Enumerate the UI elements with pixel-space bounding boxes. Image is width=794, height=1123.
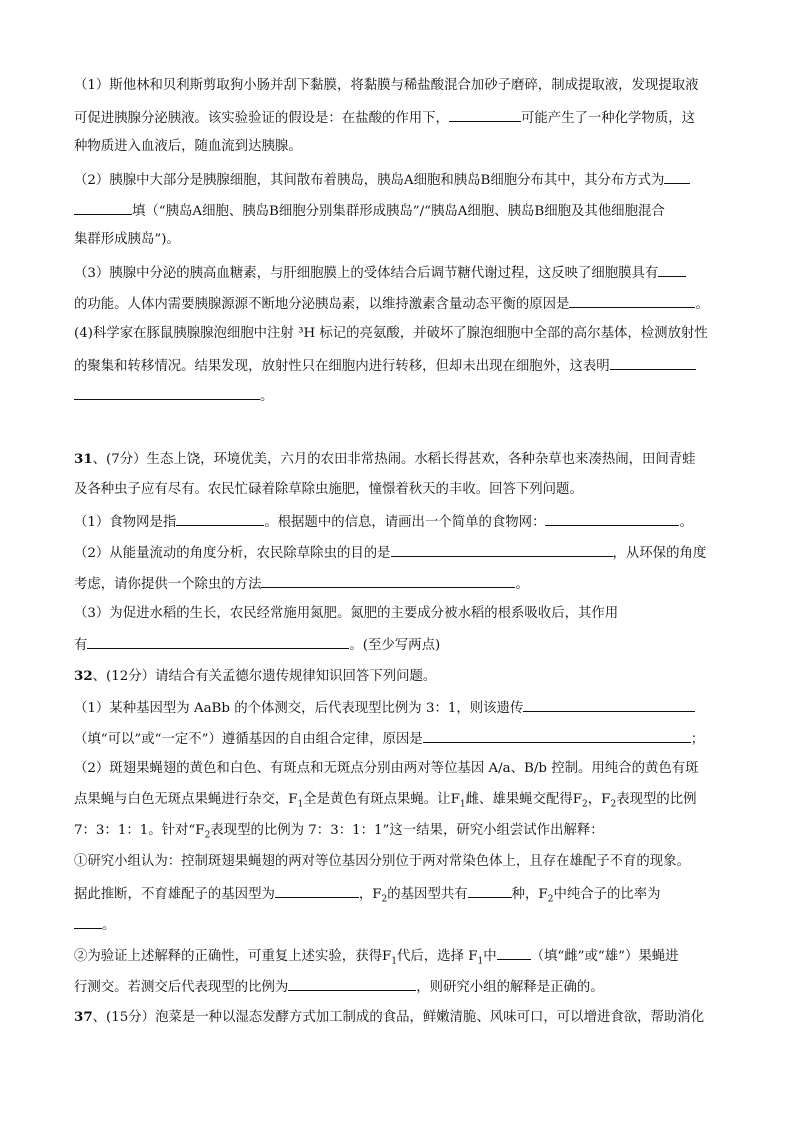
q32-part1-line2: （填“可以”或“一定不”）遵循基因的自由组合定律，原因是 ； bbox=[74, 729, 704, 749]
q4-part2-line3: 集群形成胰岛”)。 bbox=[74, 232, 180, 247]
answer-blank[interactable] bbox=[664, 170, 690, 184]
q4-part2-line1: （2）胰腺中大部分是胰腺细胞，其间散布着胰岛，胰岛A细胞和胰岛B细胞分布其中，其分布方式为 bbox=[74, 170, 690, 190]
question-number: 31 bbox=[74, 451, 93, 467]
answer-blank[interactable] bbox=[74, 915, 102, 929]
q4-part4-line1: (4)科学家在豚鼠胰腺腺泡细胞中注射 ³H 标记的亮氨酸，并破坏了腺泡细胞中全部的高尔基体，检测放射性 bbox=[74, 326, 708, 341]
q32-sub2-line1: ②为验证上述解释的正确性，可重复上述实验，获得$F_1$代后，选择 $F_1$中 （填“雌”或“雄”）果蝇进 bbox=[74, 946, 679, 966]
q31-line2: 及各种虫子应有尽有。农民忙碌着除草除虫施肥，憧憬着秋天的丰收。回答下列问题。 bbox=[74, 482, 583, 497]
answer-blank[interactable] bbox=[74, 386, 260, 400]
q4-part1-line3: 种物质进入血液后，随血流到达胰腺。 bbox=[74, 139, 302, 154]
answer-blank[interactable] bbox=[545, 512, 679, 526]
answer-blank[interactable] bbox=[610, 356, 696, 370]
answer-blank[interactable] bbox=[523, 698, 695, 712]
answer-blank[interactable] bbox=[658, 263, 686, 277]
q32-sub2-line2: 行测交。若测交后代表现型的比例为 ，则研究小组的解释是正确的。 bbox=[74, 977, 604, 997]
q4-part1-line1: （1）斯他林和贝利斯剪取狗小肠并刮下黏膜，将黏膜与稀盐酸混合加砂子磨碎，制成提取液，发现提取液 bbox=[74, 78, 699, 93]
answer-blank[interactable] bbox=[449, 108, 521, 122]
q32-part1-line1: （1）某种基因型为 AaBb 的个体测交，后代表现型比例为 3：1，则该遗传 bbox=[74, 698, 695, 718]
question-number: 32 bbox=[74, 668, 93, 684]
q4-part2-line2: 填（“胰岛A细胞、胰岛B细胞分别集群形成胰岛”/“胰岛A细胞、胰岛B细胞及其他细胞混合 bbox=[74, 201, 665, 221]
q31-header: 31、(7分）生态上饶，环境优美，六月的农田非常热闹。水稻长得甚欢，各种杂草也来凑热闹，田间青蛙 bbox=[74, 451, 696, 467]
q4-part1-line2: 可促进胰腺分泌胰液。该实验验证的假设是：在盐酸的作用下， 可能产生了一种化学物质，这 bbox=[74, 108, 695, 128]
q32-part2-line2: 点果蝇与白色无斑点果蝇进行杂交，$F_1$全是黄色有斑点果蝇。让$F_1$雌、雄果蝇交配得$F_2$，$F_2$表现型的比例 bbox=[74, 792, 697, 810]
answer-blank[interactable] bbox=[87, 635, 349, 649]
q4-part3-line1: （3）胰腺中分泌的胰高血糖素，与肝细胞膜上的受体结合后调节糖代谢过程，这反映了细胞膜具有 bbox=[74, 263, 686, 283]
answer-blank[interactable] bbox=[288, 977, 416, 991]
q31-part2-line1: （2）从能量流动的角度分析，农民除草除虫的目的是 ，从环保的角度 bbox=[74, 543, 706, 563]
q32-part2-line1: （2）斑翅果蝇翅的黄色和白色、有斑点和无斑点分别由两对等位基因 A/a、B/b 控制。用纯合的黄色有斑 bbox=[74, 761, 699, 776]
q32-part2-line3: 7：3：1：1。针对“$F_2$表现型的比例为 7：3：1：1”这一结果，研究小组尝试作出解释： bbox=[74, 823, 604, 841]
q32-sub1-line2: 据此推断，不育雄配子的基因型为 ，$F_2$的基因型共有 种，$F_2$中纯合子的比率为 bbox=[74, 884, 661, 904]
answer-blank[interactable] bbox=[569, 294, 695, 308]
q31-part3-line1: （3）为促进水稻的生长，农民经常施用氮肥。氮肥的主要成分被水稻的根系吸收后，其作用 bbox=[74, 606, 619, 621]
q32-header: 32、(12分）请结合有关孟德尔遗传规律知识回答下列问题。 bbox=[74, 668, 437, 684]
q31-part1: （1）食物网是指 。根据题中的信息，请画出一个简单的食物网： 。 bbox=[74, 512, 693, 532]
q32-sub1-line3: 。 bbox=[74, 915, 115, 935]
q32-sub1-line1: ①研究小组认为：控制斑翅果蝇翅的两对等位基因分别位于两对常染色体上，且存在雄配子不育的现象。 bbox=[74, 854, 690, 869]
q4-part3-line2: 的功能。人体内需要胰腺源源不断地分泌胰岛素，以维持激素含量动态平衡的原因是 。 bbox=[74, 294, 709, 314]
answer-blank[interactable] bbox=[261, 574, 515, 588]
answer-blank[interactable] bbox=[423, 729, 691, 743]
answer-blank[interactable] bbox=[176, 512, 264, 526]
question-number: 37 bbox=[74, 1009, 93, 1025]
answer-blank[interactable] bbox=[74, 201, 132, 215]
q31-part2-line2: 考虑，请你提供一个除虫的方法 。 bbox=[74, 574, 529, 594]
answer-blank[interactable] bbox=[468, 884, 512, 898]
answer-blank[interactable] bbox=[391, 543, 613, 557]
answer-blank[interactable] bbox=[497, 946, 531, 960]
answer-blank[interactable] bbox=[275, 884, 359, 898]
q4-part4-line3: 。 bbox=[74, 386, 273, 406]
q37-header: 37、(15分）泡菜是一种以湿态发酵方式加工制成的食品，鲜嫩清脆、风味可口，可以增进食欲，帮助消化 bbox=[74, 1009, 705, 1025]
q31-part3-line2: 有 。(至少写两点) bbox=[74, 635, 440, 655]
q4-part4-line2: 的聚集和转移情况。结果发现，放射性只在细胞内进行转移，但却未出现在细胞外，这表明 bbox=[74, 356, 696, 376]
